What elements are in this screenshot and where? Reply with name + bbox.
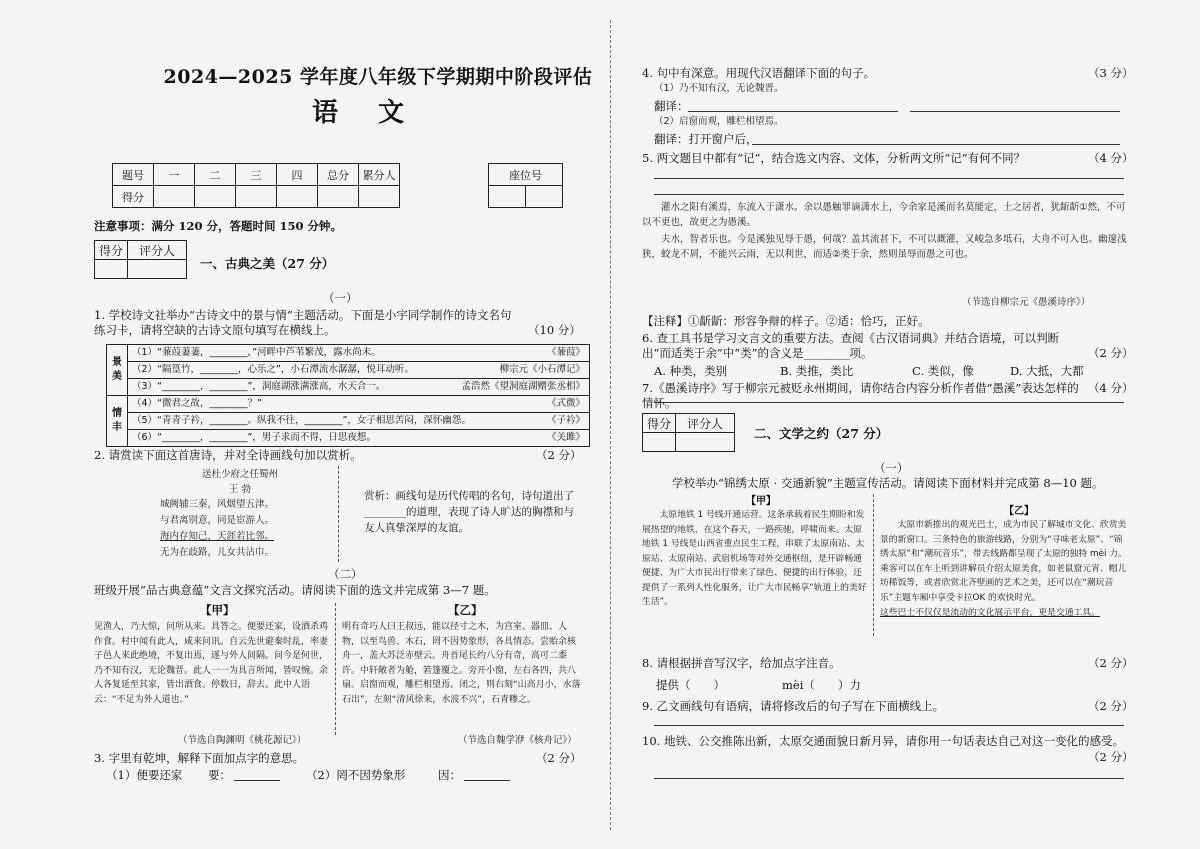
q4-answer-line-3[interactable] xyxy=(752,144,1120,145)
q5-score: （4 分） xyxy=(1088,151,1134,165)
poem-line-2: 与君离别意，同是宦游人。 xyxy=(160,515,275,526)
poetry-card xyxy=(106,344,590,447)
score-cell[interactable] xyxy=(236,186,277,208)
q6-option-b[interactable]: B. 类推，类比 xyxy=(780,364,854,378)
card-row-3-src: 孟浩然《望洞庭湖赠张丞相》 xyxy=(461,381,585,392)
q5-answer-line-2[interactable] xyxy=(654,194,1124,195)
card-row-3 xyxy=(128,379,590,396)
card-row-5-src: 《子衿》 xyxy=(546,415,585,426)
card-row-4 xyxy=(128,396,590,413)
q7-score: （4 分） xyxy=(1088,381,1134,395)
s2-passage-separator xyxy=(873,494,874,636)
q8-score: （2 分） xyxy=(1088,656,1134,670)
score-header-5: 总分 xyxy=(318,164,359,186)
q2-text: 2. 请赏读下面这首唐诗，并对全诗画线句加以赏析。 xyxy=(94,448,362,462)
poem-separator xyxy=(338,466,339,562)
page-divider xyxy=(610,20,611,830)
q3-item-2: （2）罔不因势象形 xyxy=(306,768,406,782)
card-row-2-src: 柳宗元《小石潭记》 xyxy=(499,364,585,375)
card-row-4-src: 《式微》 xyxy=(546,398,585,409)
q10-answer-line[interactable] xyxy=(654,778,1124,779)
section2-part1-label: （一） xyxy=(874,461,909,475)
q7-text: 7.《愚溪诗序》写于柳宗元被贬永州期间，请你结合内容分析作者借“愚溪”表达怎样的情怀。 xyxy=(642,381,1079,410)
jia-source: （节选自陶渊明《桃花源记》） xyxy=(178,735,307,746)
s2-jia-label: 【甲】 xyxy=(746,496,776,507)
seat-cell[interactable] xyxy=(489,186,526,208)
q4-text: 4. 句中有深意。用现代汉语翻译下面的句子。 xyxy=(642,66,876,80)
right-column xyxy=(642,0,1134,849)
bing-source: （节选自柳宗元《愚溪诗序》） xyxy=(962,297,1091,308)
section1-title: 一、古典之美（27 分） xyxy=(200,256,335,271)
score-header-6: 累分人 xyxy=(359,164,400,186)
q4-2-translation: 翻译：打开窗户后， xyxy=(654,132,758,146)
q9-text: 9. 乙文画线句有语病，请将修改后的句子写在下面横线上。 xyxy=(642,699,945,713)
seat-table xyxy=(488,163,563,208)
q8-item-1[interactable]: 提供（ ） xyxy=(656,678,725,692)
card-row-6-text: （6）“________，________”，男子求而不得，日思夜想。 xyxy=(132,432,376,443)
q10-score: （2 分） xyxy=(1088,750,1134,764)
q8-item-2[interactable]: mèi（ ）力 xyxy=(782,678,861,692)
score-cell[interactable] xyxy=(195,186,236,208)
card-row-6 xyxy=(128,430,590,447)
q4-translate-label: 翻译： xyxy=(654,99,689,113)
q3-text: 3. 字里有乾坤，解释下面加点字的意思。 xyxy=(94,751,305,765)
passage-separator xyxy=(335,603,336,735)
yi-label: 【乙】 xyxy=(448,603,483,617)
seat-cell[interactable] xyxy=(526,186,563,208)
jia-label: 【甲】 xyxy=(200,603,235,617)
q3-item-1-label: 要： xyxy=(208,768,231,782)
q6-option-a[interactable]: A. 种类，类别 xyxy=(654,364,728,378)
s2-jia-passage: 太原地铁 1 号线开通运营。这条承载着民生期盼和发展热望的地铁，在这个春天，一路疾驰，呼啸而来。太原地铁 1 号线是山西省重点民生工程，串联了太原南站、太原站、太原南站、武宿机场等对外交通枢纽，是开辟畅通便捷、为广大市民出行带来了绿色、便捷的出行体验，还提供了一系列人性化服务，让广大市民畅享“轨道上的美好生活”。 xyxy=(642,510,867,607)
q4-sentence-1: （1）乃不知有汉，无论魏晋。 xyxy=(654,83,784,94)
q10-text: 10. 地铁、公交推陈出新，太原交通面貌日新月异，请你用一句话表达自己对这一变化的感受。 xyxy=(642,734,1124,748)
grader-reviewer-cell[interactable] xyxy=(128,260,187,279)
score-cell[interactable] xyxy=(277,186,318,208)
q2-appreciation: 赏析：画线句是历代传唱的名句，诗句道出了________的道理，表现了诗人旷达的胸襟和与友人真挚深厚的友谊。 xyxy=(364,490,574,534)
grader-score-cell[interactable] xyxy=(95,260,128,279)
q9-score: （2 分） xyxy=(1088,699,1134,713)
card-row-3-text: （3）“________，________”，洞庭湖涨满涨高，水天合一。 xyxy=(132,381,386,392)
s2-yi-underlined-sentence: 这些巴士不仅仅是流动的文化展示平台，更是交通工具。 xyxy=(880,608,1100,618)
card-row-1-text: （1）“蒹葭萋萋，________，”河畔中芦苇繁茂，露水尚未。 xyxy=(132,347,381,358)
emotion-label: 情丰 xyxy=(107,396,128,447)
score-header-0: 题号 xyxy=(113,164,154,186)
q4-answer-line-2[interactable] xyxy=(910,111,1120,112)
card-row-5 xyxy=(128,413,590,430)
q5-text: 5. 两文题目中都有“记”，结合选文内容、文体，分析两文所“记”有何不同？ xyxy=(642,151,1026,165)
q5-answer-line-1[interactable] xyxy=(654,178,1124,179)
scene-label: 景美 xyxy=(107,345,128,396)
score-cell[interactable] xyxy=(318,186,359,208)
section2-title: 二、文学之约（27 分） xyxy=(754,426,889,441)
s2-yi-passage: 太原市新推出的观光巴士，成为市民了解城市文化、欣赏美景的新窗口。三条特色的旅游线路，分别为“寻味老太原”、“锦绣太原”和“潮玩音乐”，带去线路都呈现了太原的独特 mèi 力。乘客可以在车上听到讲解员介绍太原美食，如老鼠窟元宵、帽儿坊稀饭等，或者欣赏北齐壁画的艺术之美，还可以在“潮玩音乐”主题车厢中享受卡拉OK 的欢快时光。 xyxy=(880,520,1127,603)
card-row-4-text: （4）“微君之故，________？” xyxy=(132,398,262,409)
q3-item-1: （1）便要还家 xyxy=(106,768,183,782)
score-header-3: 三 xyxy=(236,164,277,186)
grader-reviewer-label: 评分人 xyxy=(128,241,187,260)
grader-score-cell[interactable] xyxy=(643,433,676,452)
q8-text: 8. 请根据拼音写汉字，给加点字注音。 xyxy=(642,656,841,670)
grader-score-label: 得分 xyxy=(643,414,676,433)
exam-subject: 语文 xyxy=(311,98,444,128)
score-header-1: 一 xyxy=(154,164,195,186)
seat-label: 座位号 xyxy=(489,164,563,186)
q4-score: （3 分） xyxy=(1088,66,1134,80)
jia-passage: 见渔人，乃大惊，问所从来。具答之。便要还家，设酒杀鸡作食。村中闻有此人，咸来问讯。自云先世避秦时乱，率妻子邑人来此绝境，不复出焉，遂与外人间隔。问今是何世，乃不知有汉，无论魏晋。此人一一为具言所闻，皆叹惋。余人各复延至其家，皆出酒食。停数日，辞去。此中人语云：“不足为外人道也。” xyxy=(94,622,329,705)
q6-score: （2 分） xyxy=(1088,346,1134,360)
grader-box-1 xyxy=(94,240,187,279)
part2-intro: 班级开展“品古典意蕴”文言文探究活动。请阅读下面的选文并完成第 3—7 题。 xyxy=(94,583,496,597)
yi-source: （节选自魏学洢《核舟记》） xyxy=(458,735,577,746)
poem-author: 王 勃 xyxy=(228,484,252,495)
poem-title: 送杜少府之任蜀州 xyxy=(201,469,278,480)
q9-answer-line[interactable] xyxy=(654,725,1124,726)
q6-option-c[interactable]: C. 类似，像 xyxy=(912,364,974,378)
bing-passage-p2: 夫水，智者乐也。今是溪独见辱于愚，何哉？盖其流甚下，不可以溉灌，又峻急多坻石，大舟不可入也。幽邃浅狭，蛟龙不屑，不能兴云雨，无以利世，而适②类于余，然则虽辱而愚之可也。 xyxy=(642,234,1127,260)
left-column xyxy=(88,0,593,849)
q4-sentence-2: （2）启窗而观，雕栏相望焉。 xyxy=(654,116,784,127)
q1-score: （10 分） xyxy=(528,323,581,337)
q6-option-d[interactable]: D. 大抵，大都 xyxy=(1010,364,1084,378)
card-row-1 xyxy=(128,345,590,362)
card-row-2-text: （2）“隔篁竹，________，心乐之”，小石潭流水潺潺，悦耳动听。 xyxy=(132,364,414,375)
score-table xyxy=(112,163,400,208)
q3-answer-line-2[interactable] xyxy=(464,780,510,781)
s2-yi-label: 【乙】 xyxy=(1004,506,1034,517)
notice: 注意事项：满分 120 分，答题时间 150 分钟。 xyxy=(94,219,343,233)
poem-line-3-underlined: 海内存知己，天涯若比邻。 xyxy=(160,531,275,542)
part2-label: （二） xyxy=(328,567,363,581)
score-header-4: 四 xyxy=(277,164,318,186)
bing-passage-p1: 灌水之阳有溪焉，东流入于潇水。余以愚触罪谪潇水上，今余家是溪而名莫能定，土之居者，犹龂龂①然，不可以不更也，故更之为愚溪。 xyxy=(642,202,1126,228)
q3-answer-line-1[interactable] xyxy=(234,780,280,781)
score-cell[interactable] xyxy=(154,186,195,208)
card-row-1-src: 《蒹葭》 xyxy=(546,347,585,358)
q3-score: （2 分） xyxy=(536,751,582,765)
poem-line-1: 城阙辅三秦，风烟望五津。 xyxy=(160,499,275,510)
grader-score-label: 得分 xyxy=(95,241,128,260)
section2-intro: 学校举办“锦绣太原 · 交通新貌”主题宣传活动。请阅读下面材料并完成第 8—10 题。 xyxy=(672,476,1104,490)
grader-box-2 xyxy=(642,413,735,452)
poem-line-4: 无为在歧路，儿女共沾巾。 xyxy=(160,547,275,558)
q7-answer-line-1[interactable] xyxy=(654,402,1124,403)
grader-reviewer-cell[interactable] xyxy=(676,433,735,452)
q1-text: 1. 学校诗文社举办“古诗文中的景与情”主题活动。下面是小宇同学制作的诗文名句练习卡，请将空缺的古诗文原句填写在横线上。 xyxy=(94,308,512,337)
q6-text: 6. 查工具书是学习文言文的重要方法。查阅《古汉语词典》并结合语境，可以判断出“而适类于余”中“类”的含义是________项。 xyxy=(642,331,1060,360)
q4-answer-line-1[interactable] xyxy=(688,111,898,112)
card-row-5-text: （5）“青青子衿，________。纵我不往，________”，女子相思苦闷，深怀幽怨。 xyxy=(132,415,471,426)
score-header-2: 二 xyxy=(195,164,236,186)
exam-title: 2024—2025 学年度八年级下学期期中阶段评估 xyxy=(163,66,593,88)
card-row-2 xyxy=(128,362,590,379)
yi-passage: 明有奇巧人曰王叔远，能以径寸之木，为宫室、器皿、人物，以至鸟兽、木石，罔不因势象形，各具情态。尝贻余核舟一，盖大苏泛赤壁云。舟首尾长约八分有奇，高可二黍许。中轩敞者为舱，箬篷覆之。旁开小窗，左右各四，共八扇。启窗而观，雕栏相望焉。闭之，则右刻“山高月小，水落石出”，左刻“清风徐来，水波不兴”，石青糁之。 xyxy=(342,622,581,705)
part1-label: （一） xyxy=(323,291,358,305)
annotation-note: 【注释】①龂龂：形容争辩的样子。②适：恰巧，正好。 xyxy=(642,314,930,328)
card-row-6-src: 《关雎》 xyxy=(546,432,585,443)
q2-score: （2 分） xyxy=(536,448,582,462)
score-cell[interactable] xyxy=(359,186,400,208)
q3-item-2-label: 因： xyxy=(438,768,461,782)
score-row-label: 得分 xyxy=(113,186,154,208)
grader-reviewer-label: 评分人 xyxy=(676,414,735,433)
